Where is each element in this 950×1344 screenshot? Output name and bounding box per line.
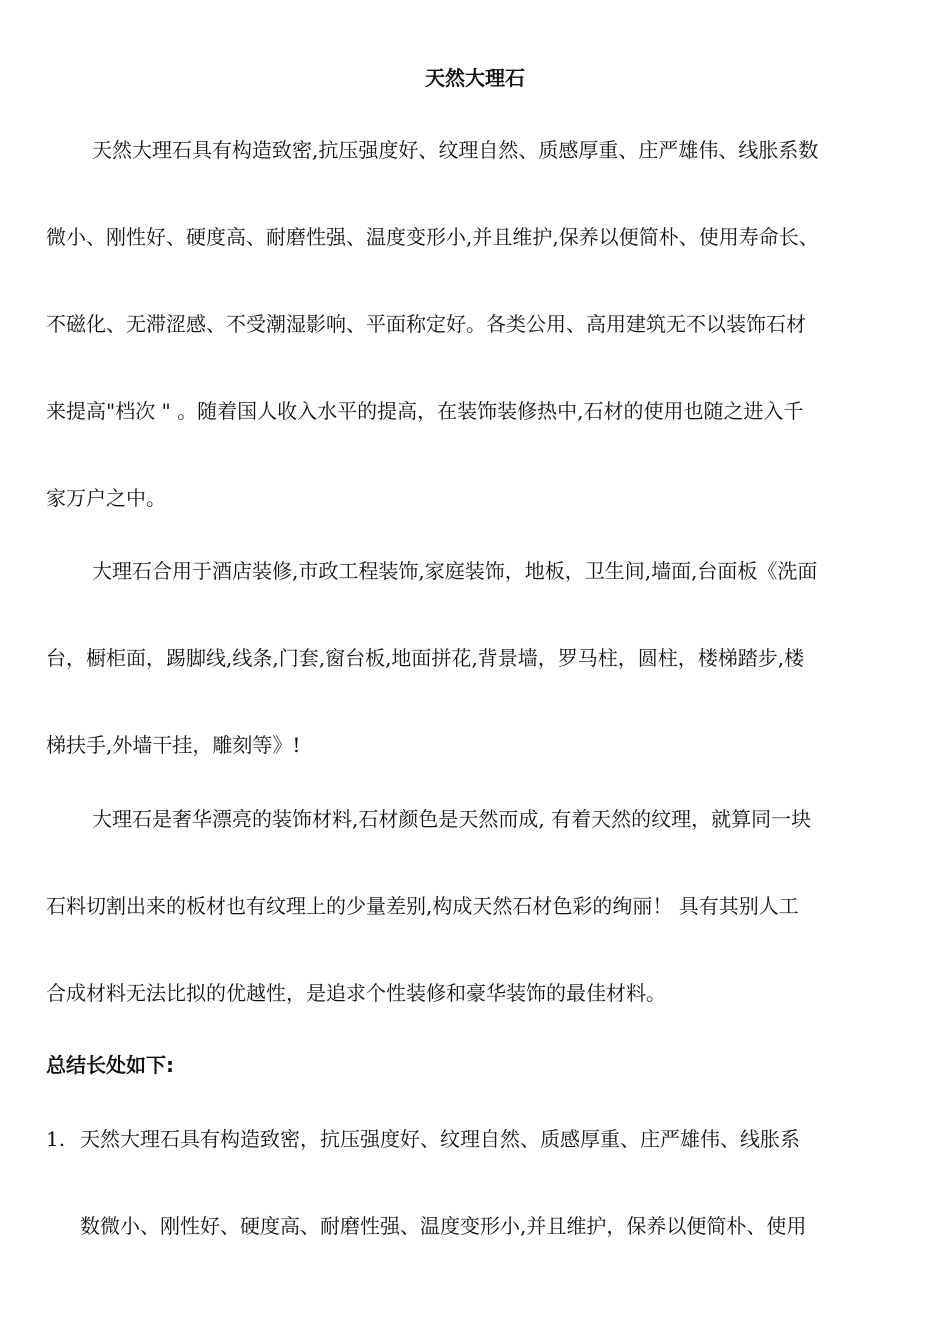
list-item-1-line-1: 天然大理石具有构造致密，抗压强度好、纹理自然、质感厚重、庄严雄伟、线胀系 bbox=[80, 1127, 800, 1151]
summary-heading: 总结长处如下: bbox=[46, 1053, 174, 1077]
list-item-1-line-2: 数微小、刚性好、硬度高、耐磨性强、温度变形小,并且维护，保养以便简朴、使用 bbox=[80, 1214, 807, 1238]
paragraph-1-line-4: 来提高"档次 " 。随着国人收入水平的提高，在装饰装修热中,石材的使用也随之进入千 bbox=[46, 399, 804, 423]
paragraph-3-line-3: 合成材料无法比拟的优越性，是追求个性装修和豪华装饰的最佳材料。 bbox=[46, 981, 666, 1005]
paragraph-1-line-2: 微小、刚性好、硬度高、耐磨性强、温度变形小,并且维护,保养以便简朴、使用寿命长、 bbox=[46, 225, 819, 249]
paragraph-1-line-1: 天然大理石具有构造致密,抗压强度好、纹理自然、质感厚重、庄严雄伟、线胀系数 bbox=[92, 138, 819, 162]
paragraph-2-line-2: 台，橱柜面，踢脚线,线条,门套,窗台板,地面拼花,背景墙，罗马柱，圆柱，楼梯踏步,楼 bbox=[46, 646, 805, 670]
paragraph-1-line-3: 不磁化、无滞涩感、不受潮湿影响、平面称定好。各类公用、高用建筑无不以装饰石材 bbox=[46, 312, 806, 336]
paragraph-1-line-5: 家万户之中。 bbox=[46, 486, 166, 510]
paragraph-2-line-3: 梯扶手,外墙干挂，雕刻等》! bbox=[46, 733, 301, 757]
paragraph-2-line-1: 大理石合用于酒店装修,市政工程装饰,家庭装饰，地板，卫生间,墙面,台面板《洗面 bbox=[92, 559, 818, 583]
document-title: 天然大理石 bbox=[425, 66, 525, 90]
paragraph-3-line-1: 大理石是奢华漂亮的装饰材料,石材颜色是天然而成, 有着天然的纹理，就算同一块 bbox=[92, 807, 812, 831]
paragraph-3-line-2: 石料切割出来的板材也有纹理上的少量差别,构成天然石材色彩的绚丽！ 具有其别人工 bbox=[46, 894, 799, 918]
list-item-number: 1. bbox=[46, 1127, 66, 1151]
